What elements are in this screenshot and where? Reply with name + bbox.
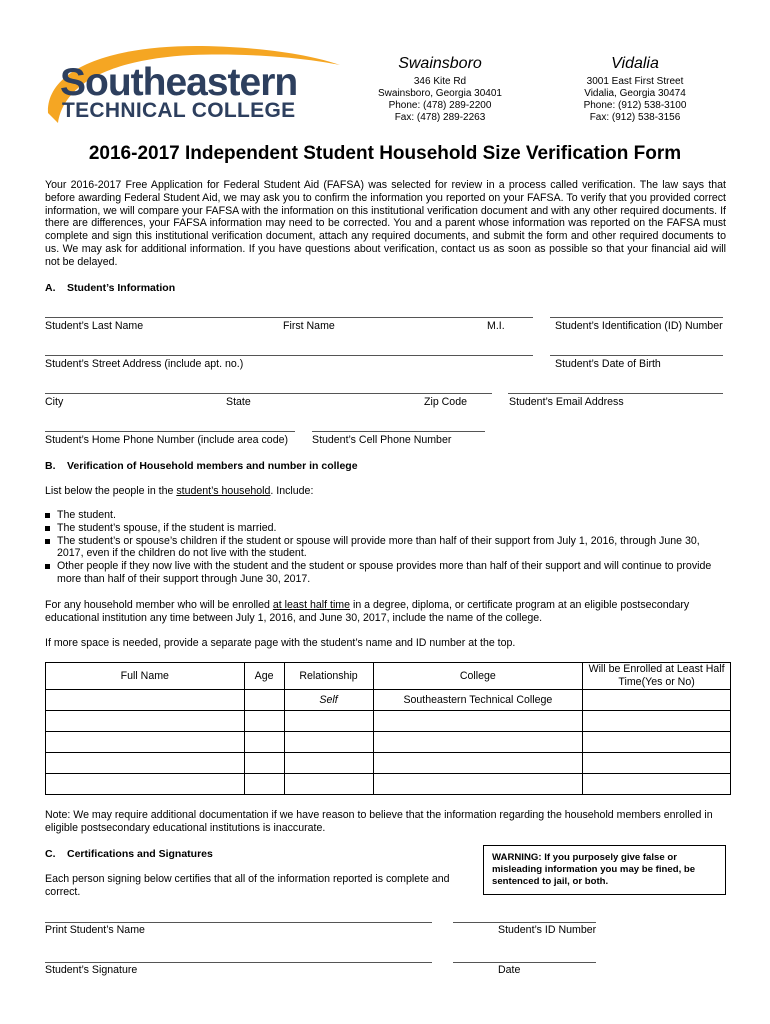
- home-phone-label: Student’s Home Phone Number (include area code): [45, 434, 289, 446]
- street-address-field-line[interactable]: [45, 355, 533, 356]
- list-item-text: Other people if they now live with the student and the student or spouse provides more than half of their support and will continue to provide more than half of their support through June 30, 2017.: [57, 560, 712, 585]
- date-label: Date: [498, 964, 521, 976]
- section-title: Verification of Household members and number in college: [67, 460, 358, 472]
- column-header-enrolled-half-time: Will be Enrolled at Least Half Time(Yes or No): [583, 663, 731, 690]
- college-logo-subtitle: TECHNICAL COLLEGE: [62, 99, 296, 122]
- table-row: [46, 753, 731, 774]
- signature-label: Student’s Signature: [45, 964, 138, 976]
- table-cell[interactable]: [244, 774, 284, 795]
- half-time-term: at least half time: [272, 599, 351, 611]
- section-title: Student’s Information: [67, 282, 176, 294]
- student-id-number-label: Student’s ID Number: [498, 924, 597, 936]
- table-row: [46, 732, 731, 753]
- table-cell[interactable]: [284, 753, 373, 774]
- table-cell[interactable]: [244, 690, 284, 711]
- enrollment-paragraph: [45, 599, 729, 625]
- table-cell[interactable]: [583, 753, 731, 774]
- city-state-zip-field-line[interactable]: [45, 393, 492, 394]
- bullet-icon: [45, 526, 50, 531]
- table-row: [46, 690, 731, 711]
- campus-fax: Fax: (912) 538-3156: [589, 112, 681, 123]
- section-letter: C.: [45, 848, 56, 860]
- table-cell[interactable]: [583, 711, 731, 732]
- list-item: [45, 535, 729, 561]
- home-phone-field-line[interactable]: [45, 431, 295, 432]
- column-header-college: College: [373, 663, 583, 690]
- table-cell[interactable]: [46, 732, 245, 753]
- campus-vidalia: [560, 54, 710, 124]
- section-b-heading: [45, 460, 358, 472]
- print-name-field-line[interactable]: [45, 922, 432, 923]
- student-id-field-line[interactable]: [453, 922, 596, 923]
- college-logo-name: Southeastern: [60, 61, 298, 104]
- table-cell: Southeastern Technical College: [373, 690, 583, 711]
- state-label: State: [226, 396, 251, 408]
- name-field-line[interactable]: [45, 317, 533, 318]
- date-of-birth-label: Student’s Date of Birth: [555, 358, 661, 370]
- table-cell[interactable]: [373, 774, 583, 795]
- campus-city: Vidalia, Georgia 30474: [584, 88, 686, 99]
- table-cell[interactable]: [46, 753, 245, 774]
- campus-fax: Fax: (478) 289-2263: [394, 112, 486, 123]
- list-item-text: The student.: [57, 509, 116, 521]
- section-letter: A.: [45, 282, 56, 294]
- list-item: [45, 509, 729, 522]
- cell-phone-label: Student’s Cell Phone Number: [312, 434, 452, 446]
- household-term: student’s household: [176, 485, 271, 497]
- bullet-icon: [45, 564, 50, 569]
- list-item-text: The student’s or spouse’s children if the student or spouse will provide more than half of their support from July 1, 2016, through June 30, 2017, even if the children do not live with the student.: [57, 534, 700, 560]
- list-item-text: The student’s spouse, if the student is married.: [57, 521, 277, 534]
- table-cell[interactable]: [583, 774, 731, 795]
- enrollment-text: For any household member who will be enrolled: [45, 599, 273, 611]
- middle-initial-label: M.I.: [487, 320, 505, 332]
- print-name-label: Print Student’s Name: [45, 924, 145, 936]
- column-header-age: Age: [244, 663, 284, 690]
- table-cell[interactable]: [284, 774, 373, 795]
- campus-name: Vidalia: [611, 55, 659, 72]
- first-name-label: First Name: [283, 320, 335, 332]
- certification-text: Each person signing below certifies that all of the information reported is complete and correct.: [45, 873, 450, 898]
- table-cell[interactable]: [583, 732, 731, 753]
- enrollment-text-end: in a degree, diploma, or certificate program at an eligible postsecondary educational institution any time between July 1, 2016, and June 30, 2017, include the name of the college.: [45, 599, 690, 624]
- cell-phone-field-line[interactable]: [312, 431, 485, 432]
- section-a-heading: [45, 282, 175, 294]
- intro-paragraph: Your 2016-2017 Free Application for Federal Student Aid (FAFSA) was selected for review in a process called verification. The law says that before awarding Federal Student Aid, we may ask you to confirm the information you reported on your FAFSA. To verify that you provided correct information, we will compare your FAFSA with the information on this institutional verification document and with any other required documents. If there are differences, your FAFSA information may need to be corrected. You and a parent whose information was reported on the FAFSA must complete and sign this institutional verification document, attach any required documents, and submit the form and other required documents to us. We may ask for additional information. If you have questions about verification, contact us as soon as possible so that your financial aid will not be delayed.: [45, 179, 726, 268]
- table-cell[interactable]: [284, 732, 373, 753]
- campus-name: Swainsboro: [398, 55, 482, 72]
- date-field-line[interactable]: [453, 962, 596, 963]
- list-intro-text: List below the people in the: [45, 485, 177, 497]
- email-label: Student’s Email Address: [509, 396, 624, 408]
- city-label: City: [45, 396, 64, 408]
- household-criteria-list: [45, 509, 729, 586]
- household-list-intro: [45, 485, 729, 498]
- email-field-line[interactable]: [508, 393, 723, 394]
- list-item: [45, 560, 729, 586]
- bullet-icon: [45, 539, 50, 544]
- household-table: [45, 662, 731, 795]
- more-space-note: If more space is needed, provide a separate page with the student’s name and ID number at the top.: [45, 637, 516, 649]
- table-cell[interactable]: [373, 711, 583, 732]
- section-letter: B.: [45, 460, 56, 472]
- form-title: 2016-2017 Independent Student Household Size Verification Form: [88, 143, 682, 164]
- section-c-heading: [45, 848, 213, 860]
- table-cell[interactable]: [46, 774, 245, 795]
- table-cell[interactable]: [46, 690, 245, 711]
- list-item: [45, 522, 729, 535]
- table-row: [46, 711, 731, 732]
- campus-address: 3001 East First Street: [586, 76, 684, 87]
- table-cell[interactable]: [46, 711, 245, 732]
- signature-field-line[interactable]: [45, 962, 432, 963]
- table-cell[interactable]: [583, 690, 731, 711]
- table-cell: Self: [284, 690, 373, 711]
- table-cell[interactable]: [373, 732, 583, 753]
- warning-box: WARNING: If you purposely give false or misleading information you may be fined, be sentenced to jail, or both.: [483, 845, 726, 895]
- documentation-note: Note: We may require additional documentation if we have reason to believe that the information regarding the household members enrolled in eligible postsecondary educational institutions is inaccurate.: [45, 809, 713, 834]
- table-cell[interactable]: [244, 753, 284, 774]
- table-cell[interactable]: [373, 753, 583, 774]
- column-header-relationship: Relationship: [284, 663, 373, 690]
- table-row: [46, 774, 731, 795]
- street-address-label: Student’s Street Address (include apt. no.): [45, 358, 244, 370]
- table-cell[interactable]: [284, 711, 373, 732]
- list-intro-text-end: . Include:: [270, 485, 314, 497]
- table-header-row: [46, 663, 731, 690]
- zip-code-label: Zip Code: [424, 396, 467, 408]
- campus-phone: Phone: (478) 289-2200: [388, 100, 492, 111]
- section-title: Certifications and Signatures: [67, 848, 213, 860]
- column-header-full-name: Full Name: [46, 663, 245, 690]
- campus-address: 346 Kite Rd: [413, 76, 467, 87]
- last-name-label: Student’s Last Name: [45, 320, 144, 332]
- table-cell[interactable]: [244, 711, 284, 732]
- bullet-icon: [45, 513, 50, 518]
- student-id-label: Student’s Identification (ID) Number: [555, 320, 723, 332]
- campus-swainsboro: [365, 54, 515, 124]
- campus-phone: Phone: (912) 538-3100: [583, 100, 687, 111]
- campus-city: Swainsboro, Georgia 30401: [378, 88, 502, 99]
- id-field-line[interactable]: [550, 317, 723, 318]
- dob-field-line[interactable]: [550, 355, 723, 356]
- table-cell[interactable]: [244, 732, 284, 753]
